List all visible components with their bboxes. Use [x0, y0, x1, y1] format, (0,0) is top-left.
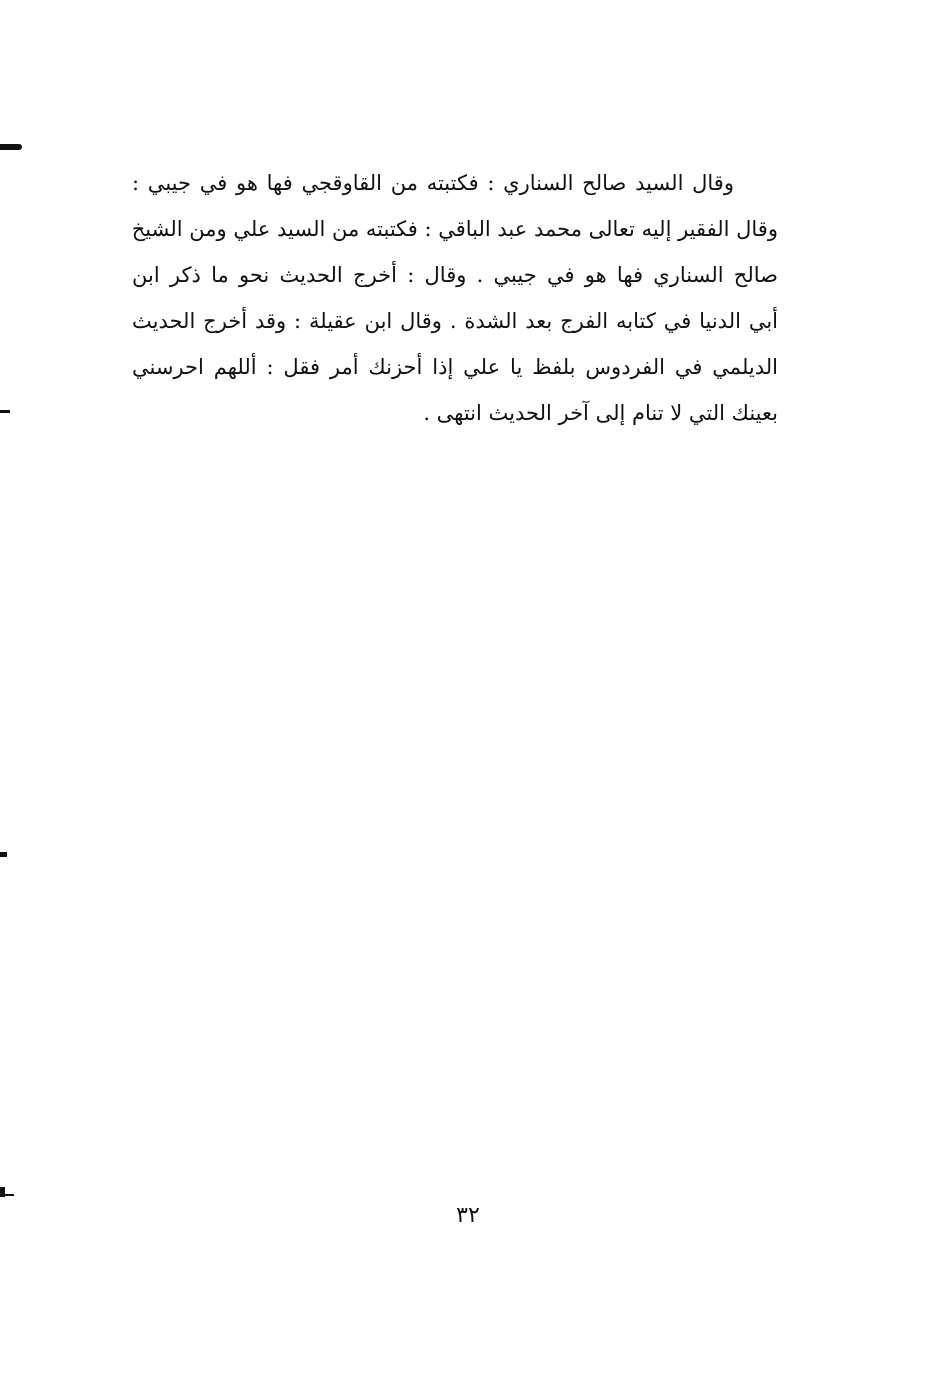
text-line: وقال السيد صالح السناري : فكتبته من القاوقجي فها هو في جيبي : [132, 171, 734, 195]
page-number: ٣٢ [456, 1203, 480, 1228]
scan-edge-mark [0, 144, 22, 150]
scan-edge-mark [0, 852, 7, 857]
text-line: وقال الفقير إليه تعالى محمد عبد الباقي : فكتبته من السيد علي ومن الشيخ [131, 217, 778, 241]
scan-edge-mark [0, 410, 10, 413]
text-line: الديلمي في الفردوس بلفظ يا علي إذا أحزنك أمر فقل : أللهم احرسني [132, 355, 778, 379]
scan-edge-mark [0, 1194, 14, 1196]
body-paragraph [132, 160, 778, 436]
text-line: أبي الدنيا في كتابه الفرج بعد الشدة . وقال ابن عقيلة : وقد أخرج الحديث [132, 309, 778, 333]
text-line: بعينك التي لا تنام إلى آخر الحديث انتهى . [423, 401, 778, 425]
text-line: صالح السناري فها هو في جيبي . وقال : أخرج الحديث نحو ما ذكر ابن [132, 263, 778, 287]
